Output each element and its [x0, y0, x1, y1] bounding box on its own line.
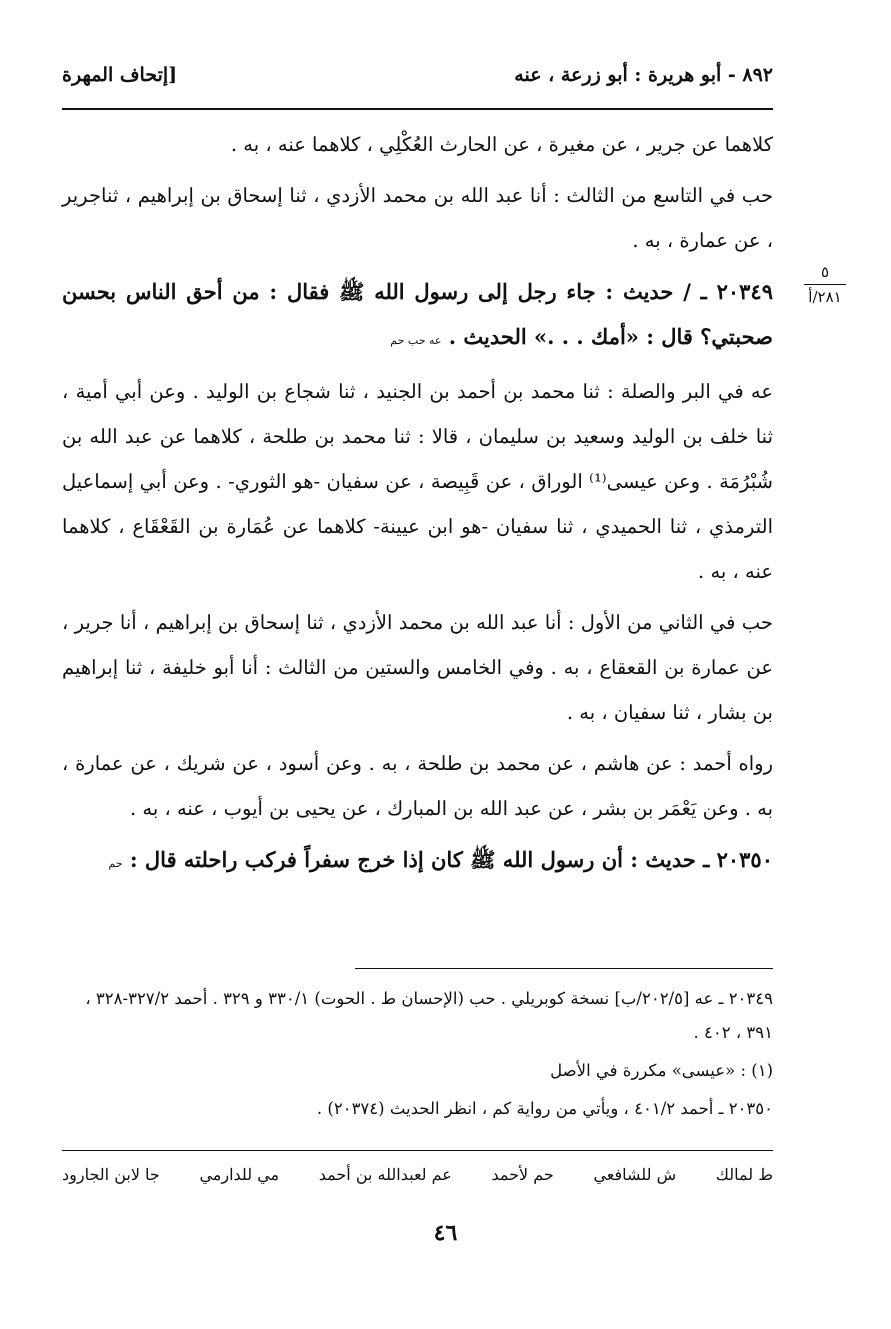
hadith-heading: [62, 269, 773, 363]
footnotes: [62, 982, 773, 1130]
hadith-text: ٢٠٣٥٠ ـ حديث : أن رسول الله ﷺ كان إذا خرج سفراً فركب راحلته قال :: [129, 847, 773, 872]
page-number: ٤٦: [433, 1220, 458, 1246]
abbreviations-key: [62, 1165, 773, 1195]
running-title: ٨٩٢ - أبو هريرة : أبو زرعة ، عنه: [514, 64, 773, 86]
paragraph: حب في التاسع من الثالث : أنا عبد الله بن محمد الأزدي ، ثنا إسحاق بن إبراهيم ، ثناجرير ، عن عمارة ، به .: [62, 184, 773, 252]
footnote: (١) : «عيسى» مكررة في الأصل: [550, 1061, 773, 1080]
margin-folio: ٢٨١/أ: [808, 288, 842, 306]
margin-reference: [800, 262, 850, 307]
abbreviations-rule: [62, 1150, 773, 1151]
footnote: ٢٠٣٤٩ ـ عه [٢٠٢/٥/ب] نسخة كوبريلي . حب (الإحسان ط . الحوت) ٣٣٠/١ و ٣٢٩ . أحمد ٣٢٧/٢-٣٢٨ ، ٣٩١ ، ٤٠٢ .: [85, 989, 773, 1042]
abbreviation: جا لابن الجارود: [62, 1165, 160, 1184]
margin-rule: [804, 284, 846, 285]
hadith-heading: [62, 837, 773, 886]
hadith-text: ٢٠٣٤٩ ـ / حديث : جاء رجل إلى رسول الله ﷺ فقال : من أحق الناس بحسن صحبتي؟ قال : «أمك . . .» الحديث .: [62, 279, 773, 349]
book-title: [إتحاف المهرة: [62, 64, 178, 86]
header-rule: [62, 108, 773, 110]
abbreviation: حم لأحمد: [491, 1165, 554, 1184]
paragraph: عه في البر والصلة : ثنا محمد بن أحمد بن الجنيد ، ثنا شجاع بن الوليد . وعن أبي أمية ، ثنا خلف بن الوليد وسعيد بن سليمان ، قالا : ثنا محمد بن طلحة ، كلاهما عن عبد الله بن شُبْرُمَة . وعن عيسى⁽¹⁾ الوراق ، عن قَبِيصة ، عن سفيان -هو الثوري- . وعن أبي إسماعيل الترمذي ، ثنا الحميدي ، ثنا سفيان -هو ابن عيينة- كلاهما عن عُمَارة بن القَعْقَاع ، كلاهما عنه ، به .: [62, 380, 773, 583]
abbreviation: مي للدارمي: [199, 1165, 280, 1184]
paragraph: رواه أحمد : عن هاشم ، عن محمد بن طلحة ، به . وعن أسود ، عن شريك ، عن عمارة ، به . وعن يَعْمَر بن بشر ، عن عبد الله بن المبارك ، عن يحيى بن أيوب ، عنه ، به .: [62, 752, 773, 820]
abbreviation: ط لمالك: [715, 1165, 773, 1184]
paragraph: كلاهما عن جرير ، عن مغيرة ، عن الحارث العُكْلِي ، كلاهما عنه ، به .: [230, 133, 773, 156]
abbreviation: عم لعبدالله بن أحمد: [318, 1165, 452, 1184]
abbreviation: ش للشافعي: [593, 1165, 677, 1184]
source-symbols: حم: [108, 857, 123, 870]
source-symbols: عه حب حم: [390, 334, 442, 347]
main-text: [62, 122, 773, 892]
page-header: [62, 58, 773, 98]
margin-volume: ٥: [820, 263, 830, 281]
footnote-rule: [355, 968, 773, 969]
paragraph: حب في الثاني من الأول : أنا عبد الله بن محمد الأزدي ، ثنا إسحاق بن إبراهيم ، أنا جرير ، عن عمارة بن القعقاع ، به . وفي الخامس والستين من الثالث : أنا أبو خليفة ، ثنا إبراهيم بن بشار ، ثنا سفيان ، به .: [62, 611, 773, 724]
footnote: ٢٠٣٥٠ ـ أحمد ٤٠١/٢ ، ويأتي من رواية كم ، انظر الحديث (٢٠٣٧٤) .: [316, 1099, 773, 1118]
